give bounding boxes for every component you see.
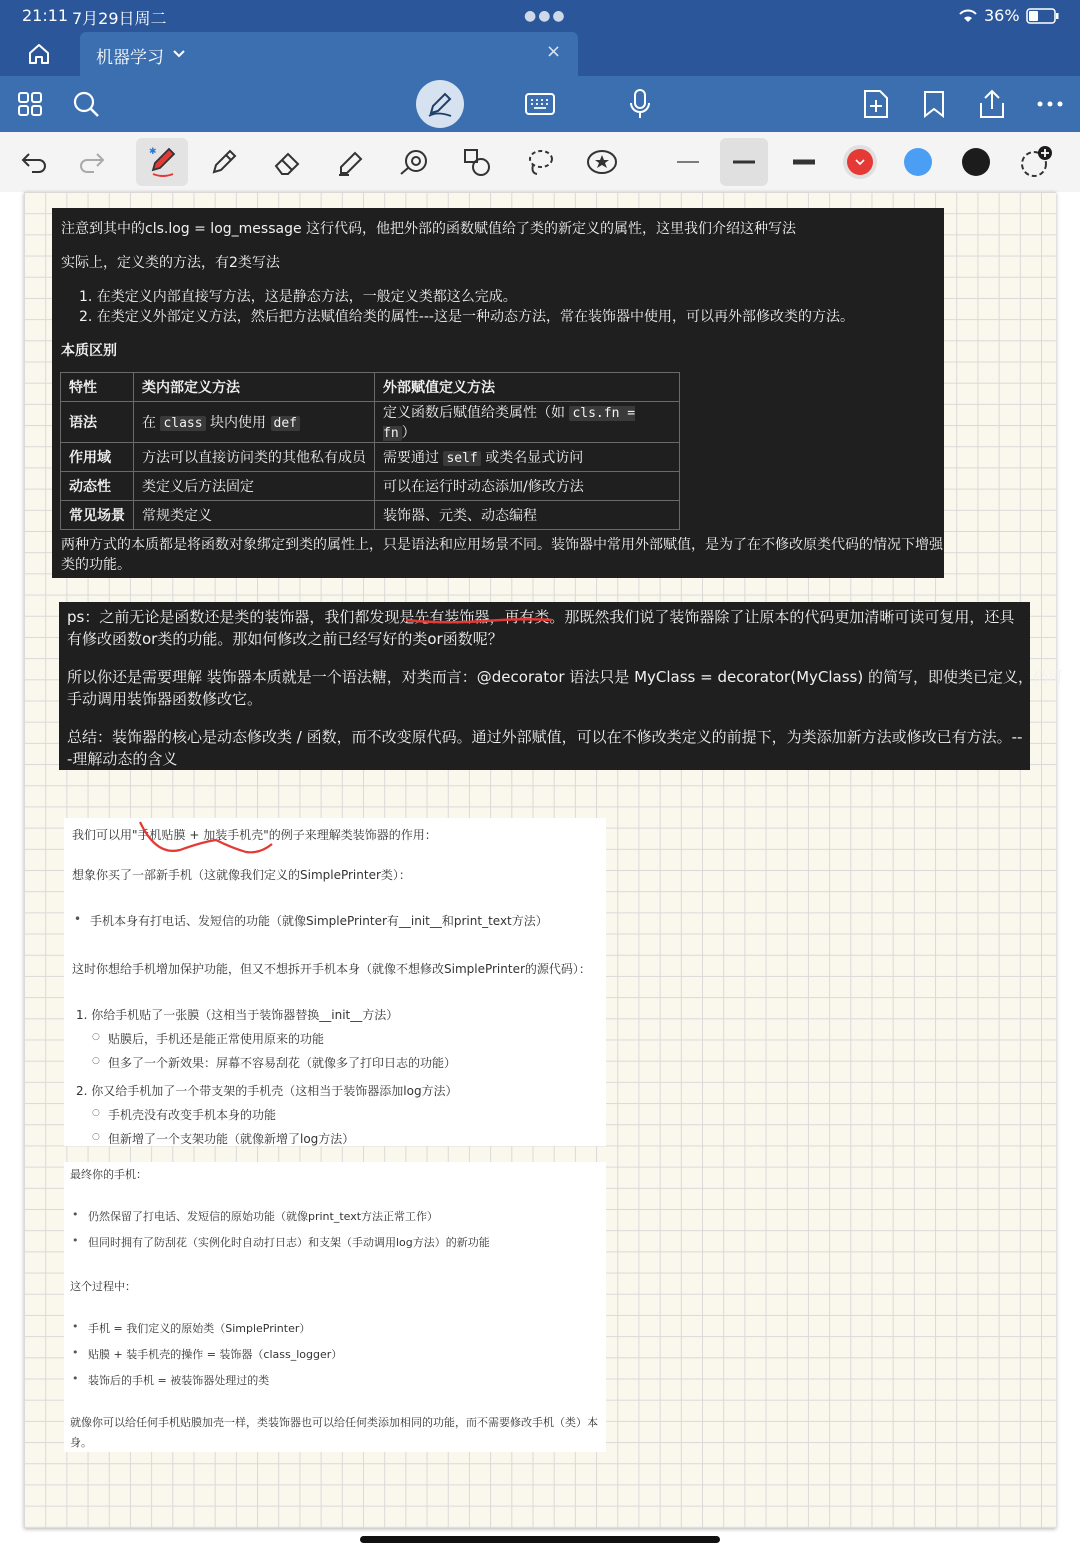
- pen-toolbar: [0, 132, 1080, 193]
- chevron-down-icon[interactable]: [172, 48, 186, 60]
- table-cell: 常规类定义: [134, 501, 375, 530]
- table-cell: 常见场景: [61, 501, 134, 530]
- paragraph: -理解动态的含义: [67, 750, 178, 768]
- tab-notebook[interactable]: [80, 32, 578, 76]
- list-item: ○ 但新增了一个支架功能（就像新增了log方法）: [108, 1130, 354, 1147]
- table-cell: 语法: [61, 402, 134, 443]
- paragraph: 类的功能。: [61, 557, 131, 573]
- paragraph: 实际上，定义类的方法，有2类写法: [61, 255, 280, 271]
- comparison-table: [60, 372, 680, 530]
- table-header-row: [61, 373, 680, 402]
- list-item: • 装饰后的手机 = 被装饰器处理过的类: [88, 1372, 269, 1388]
- notebook-canvas[interactable]: [0, 192, 1080, 1554]
- battery-icon: [1026, 8, 1060, 24]
- table-header: 特性: [61, 373, 134, 402]
- home-indicator[interactable]: [360, 1536, 720, 1543]
- home-icon: [27, 42, 51, 66]
- table-header: 外部赋值定义方法: [375, 373, 680, 402]
- eraser-icon[interactable]: [266, 142, 310, 182]
- table-row: [61, 472, 680, 501]
- screenshot-block-methods: [52, 208, 944, 578]
- table-cell: 在 class 块内使用 def: [134, 402, 375, 443]
- paragraph: 我们可以用"手机贴膜 + 加装手机壳"的例子来理解类装饰器的作用：: [72, 828, 437, 842]
- table-row: [61, 443, 680, 472]
- list-item: • 手机 = 我们定义的原始类（SimplePrinter）: [88, 1320, 310, 1336]
- main-toolbar: [0, 76, 1080, 132]
- home-button[interactable]: [0, 32, 78, 76]
- bookmark-icon[interactable]: [914, 84, 954, 124]
- table-cell: 定义函数后赋值给类属性（如 cls.fn = fn ）: [375, 402, 680, 443]
- svg-text:✱: ✱: [149, 147, 157, 157]
- status-date: 7月29日周二: [72, 9, 167, 28]
- table-cell: 需要通过 self 或类名显式访问: [375, 443, 680, 472]
- red-underline-annotation[interactable]: [404, 612, 554, 626]
- stroke-thick-icon[interactable]: [782, 142, 826, 182]
- apps-icon[interactable]: [10, 84, 50, 124]
- paragraph: 两种方式的本质都是将函数对象绑定到类的属性上，只是语法和应用场景不同。装饰器中常用外部赋值，是为了在不修改原类代码的情况下增强: [61, 537, 943, 553]
- ballpoint-pen-icon[interactable]: [136, 138, 188, 186]
- keyboard-icon[interactable]: [520, 84, 560, 124]
- stroke-medium-icon[interactable]: [720, 138, 768, 186]
- table-cell: 类定义后方法固定: [134, 472, 375, 501]
- paragraph: 身。: [70, 1436, 92, 1449]
- tab-bar: [0, 32, 1080, 76]
- section-heading: 本质区别: [61, 343, 117, 359]
- table-cell: 装饰器、元类、动态编程: [375, 501, 680, 530]
- table-header: 类内部定义方法: [134, 373, 375, 402]
- list-item: ○ 手机壳没有改变手机本身的功能: [108, 1106, 276, 1123]
- lasso-icon[interactable]: [518, 142, 562, 182]
- redo-icon[interactable]: [70, 142, 114, 182]
- pen-color-black-icon[interactable]: [954, 142, 998, 182]
- battery-percent: 36%: [984, 6, 1020, 25]
- paragraph: 总结：装饰器的核心是动态修改类 / 函数，而不改变原代码。通过外部赋值，可以在不修改类定义的前提下，为类添加新方法或修改已有方法。--: [67, 728, 1023, 746]
- paragraph: 有修改函数or类的功能。那如何修改之前已经写好的类or函数呢？: [67, 630, 503, 648]
- paragraph: 所以你还是需要理解 装饰器本质就是一个语法糖，对类而言：@decorator 语法只是 MyClass = decorator(MyClass) 的简写，即使类已定义，仍可: [67, 668, 1063, 686]
- list-item: • 手机本身有打电话、发短信的功能（就像SimplePrinter有__init__和print_text方法）: [90, 912, 548, 929]
- list-item: 1. 你给手机贴了一张膜（这相当于装饰器替换__init__方法）: [76, 1008, 399, 1022]
- list-item: • 仍然保留了打电话、发短信的原始功能（就像print_text方法正常工作）: [88, 1208, 438, 1224]
- paragraph: 这时你想给手机增加保护功能，但又不想拆开手机本身（就像不想修改SimplePrinter的源代码）：: [72, 962, 591, 976]
- paragraph: 这个过程中：: [70, 1280, 136, 1293]
- table-cell: 方法可以直接访问类的其他私有成员: [134, 443, 375, 472]
- list-item: • 但同时拥有了防刮花（实例化时自动打日志）和支架（手动调用log方法）的新功能: [88, 1234, 490, 1250]
- list-item: 2. 在类定义外部定义方法，然后把方法赋值给类的属性---这是一种动态方法，常在装饰器中使用，可以再外部修改类的方法。: [79, 309, 854, 325]
- list-item: 1. 在类定义内部直接写方法，这是静态方法，一般定义类都这么完成。: [79, 289, 517, 305]
- paragraph: 就像你可以给任何手机贴膜加壳一样，类装饰器也可以给任何类添加相同的功能，而不需要修改手机（类）本: [70, 1416, 598, 1429]
- microphone-icon[interactable]: [620, 84, 660, 124]
- add-color-icon[interactable]: [1014, 142, 1058, 182]
- stroke-thin-icon[interactable]: [666, 142, 710, 182]
- red-wavy-annotation[interactable]: [136, 820, 276, 860]
- table-cell: 作用域: [61, 443, 134, 472]
- paragraph: 最终你的手机：: [70, 1168, 147, 1181]
- table-row: [61, 402, 680, 443]
- list-item: • 贴膜 + 装手机壳的操作 = 装饰器（class_logger）: [88, 1346, 342, 1362]
- paragraph: 注意到其中的cls.log = log_message 这行代码，他把外部的函数赋值给了类的新定义的属性，这里我们介绍这种写法: [61, 221, 797, 237]
- table-cell: 可以在运行时动态添加/修改方法: [375, 472, 680, 501]
- pen-mode-icon[interactable]: [416, 80, 464, 128]
- screenshot-block-summary: [59, 602, 1063, 770]
- search-icon[interactable]: [66, 84, 106, 124]
- pen-color-blue-icon[interactable]: [896, 142, 940, 182]
- sticker-icon[interactable]: [580, 142, 624, 182]
- status-bar: [0, 0, 1080, 32]
- add-page-icon[interactable]: [856, 84, 896, 124]
- list-item: 2. 你又给手机加了一个带支架的手机壳（这相当于装饰器添加log方法）: [76, 1084, 458, 1098]
- wifi-icon: [958, 9, 978, 23]
- more-icon[interactable]: [1030, 84, 1070, 124]
- table-cell: 动态性: [61, 472, 134, 501]
- table-row: [61, 501, 680, 530]
- shape-recognition-icon[interactable]: [392, 142, 436, 182]
- screenshot-block-analogy: [64, 818, 606, 1146]
- undo-icon[interactable]: [12, 142, 56, 182]
- highlighter-icon[interactable]: [328, 142, 372, 182]
- paragraph: 手动调用装饰器函数修改它。: [67, 690, 263, 708]
- note-page[interactable]: [24, 192, 1063, 1528]
- pen-color-red-icon[interactable]: [838, 142, 882, 182]
- pencil-icon[interactable]: [202, 142, 246, 182]
- list-item: ○ 贴膜后，手机还是能正常使用原来的功能: [108, 1030, 324, 1047]
- tab-close-icon[interactable]: ×: [546, 41, 562, 62]
- screenshot-block-conclusion: [64, 1162, 606, 1452]
- status-time: 21:11: [22, 6, 69, 25]
- list-item: ○ 但多了一个新效果：屏幕不容易刮花（就像多了打印日志的功能）: [108, 1054, 456, 1071]
- shapes-icon[interactable]: [456, 142, 500, 182]
- share-icon[interactable]: [972, 84, 1012, 124]
- paragraph: 想象你买了一部新手机（这就像我们定义的SimplePrinter类）：: [72, 868, 411, 882]
- tab-title: 机器学习: [96, 48, 164, 68]
- multitask-dots-icon[interactable]: ●●●: [524, 8, 567, 24]
- paragraph: ps：之前无论是函数还是类的装饰器，我们都发现是先有装饰器，再有类。那既然我们说了装饰器除了让原本的代码更加清晰可读可复用，还具: [67, 608, 1015, 626]
